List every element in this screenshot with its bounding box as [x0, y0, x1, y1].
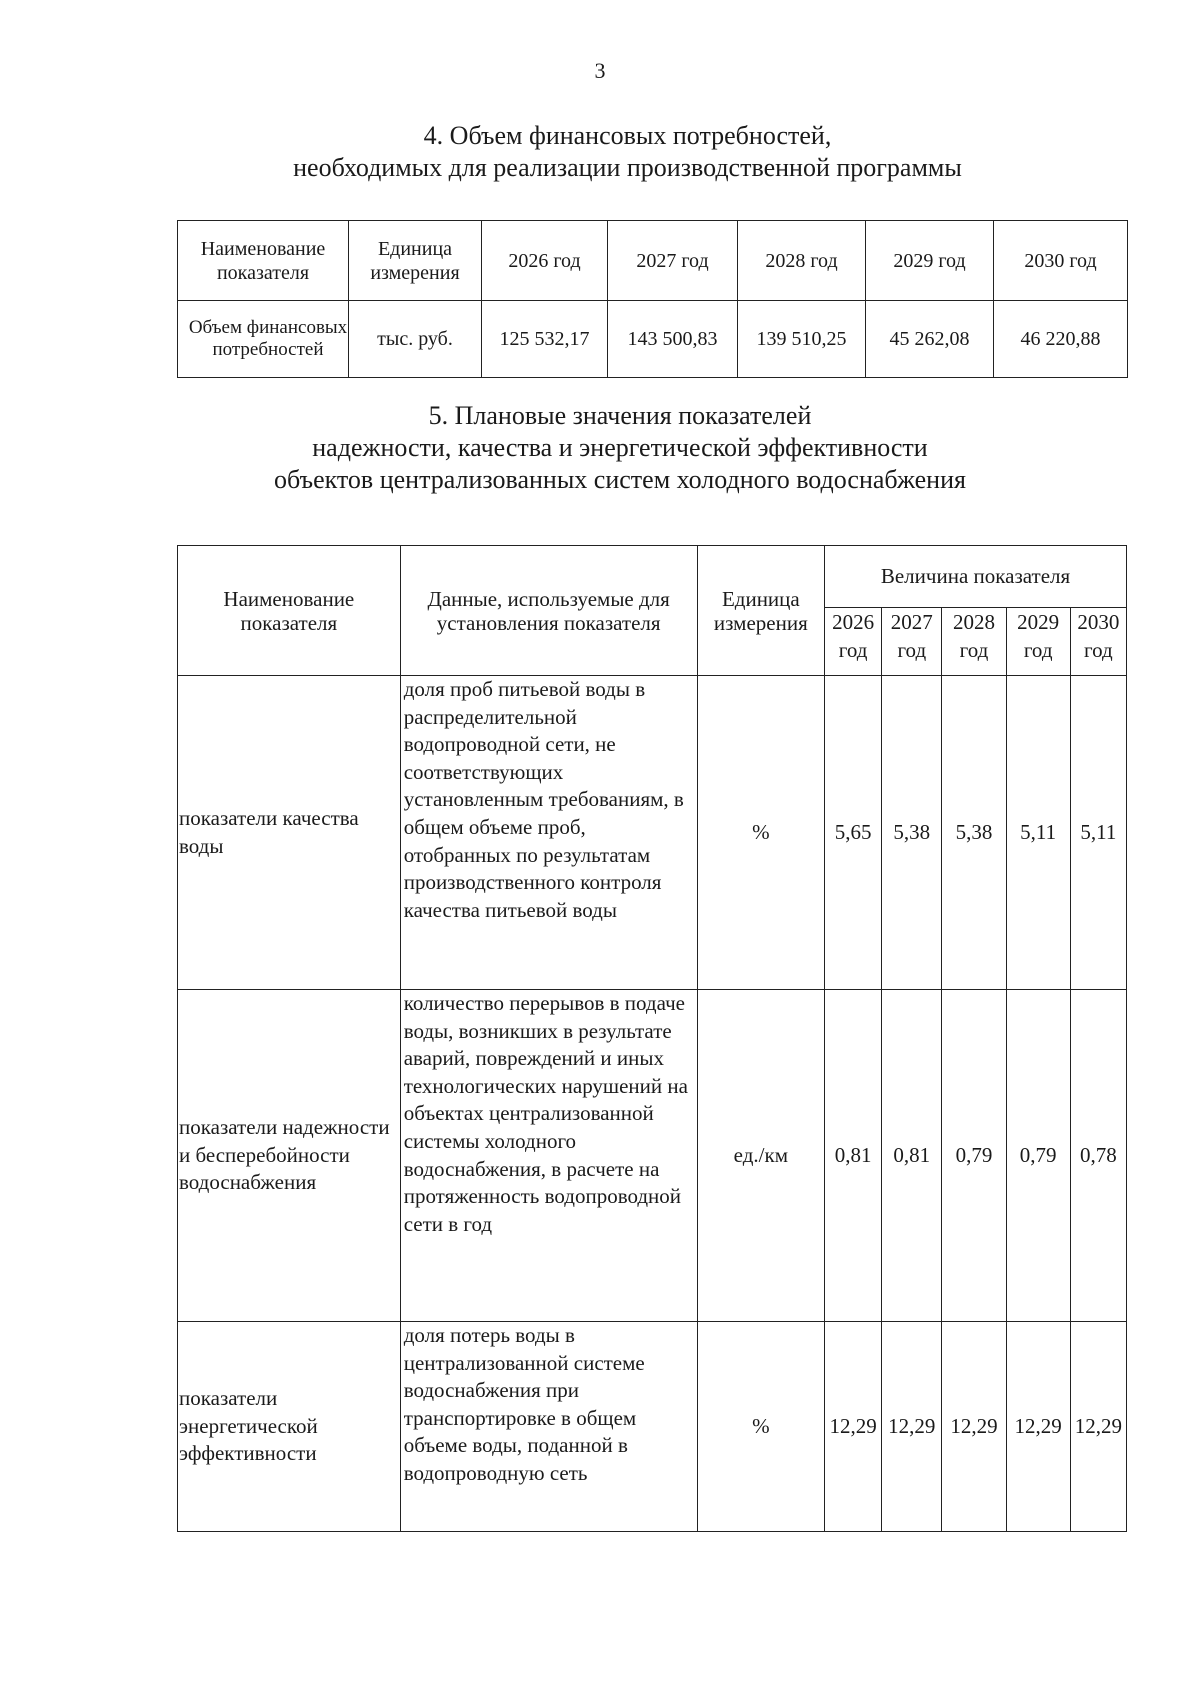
year-header-cell: 2028 год: [942, 608, 1006, 676]
value-cell: 12,29: [1006, 1322, 1070, 1532]
header-cell: Величина показателя: [825, 546, 1127, 608]
header-cell: 2028 год: [738, 221, 866, 301]
section-5-heading-line-2: надежности, качества и энергетической эффективности: [312, 433, 928, 462]
unit-cell: %: [697, 676, 824, 990]
year-header-cell: 2026 год: [825, 608, 882, 676]
value-cell: 12,29: [882, 1322, 942, 1532]
year-header-cell: 2029 год: [1006, 608, 1070, 676]
value-cell: 139 510,25: [738, 301, 866, 378]
table-row: [178, 1322, 1127, 1532]
header-cell: 2030 год: [994, 221, 1128, 301]
value-cell: 5,38: [942, 676, 1006, 990]
section-5-heading-line-3: объектов централизованных систем холодного водоснабжения: [274, 465, 966, 494]
header-cell: Наименование показателя: [178, 221, 349, 301]
indicator-description-cell: количество перерывов в подаче воды, возникших в результате аварий, повреждений и иных технологических нарушений на объектах централизованной системы холодного водоснабжения, в расчете на протяженность водопроводной сети в год: [400, 990, 697, 1322]
unit-cell: ед./км: [697, 990, 824, 1322]
value-cell: 12,29: [825, 1322, 882, 1532]
value-cell: 0,79: [942, 990, 1006, 1322]
value-cell: 5,38: [882, 676, 942, 990]
header-cell: Единица измерения: [697, 546, 824, 676]
indicator-name-cell: показатели энергетической эффективности: [178, 1322, 401, 1532]
value-cell: 143 500,83: [608, 301, 738, 378]
header-cell: 2027 год: [608, 221, 738, 301]
section-4-heading: [0, 120, 1200, 184]
header-cell: Данные, используемые для установления показателя: [400, 546, 697, 676]
financial-needs-table: [177, 220, 1128, 378]
value-cell: 5,11: [1070, 676, 1126, 990]
section-4-heading-line-2: необходимых для реализации производственной программы: [293, 153, 962, 182]
section-5-heading: [0, 400, 1200, 496]
value-cell: 45 262,08: [866, 301, 994, 378]
planned-indicators-table: [177, 545, 1127, 1532]
value-cell: 0,81: [825, 990, 882, 1322]
year-header-cell: 2030 год: [1070, 608, 1126, 676]
value-cell: 0,81: [882, 990, 942, 1322]
unit-cell: %: [697, 1322, 824, 1532]
value-cell: 12,29: [1070, 1322, 1126, 1532]
table-header-row: [178, 221, 1128, 301]
table-row: [178, 301, 1128, 378]
indicator-name-cell: Объем финансовых потребностей: [178, 301, 349, 378]
page-number: 3: [594, 58, 606, 83]
unit-cell: тыс. руб.: [349, 301, 482, 378]
year-header-cell: 2027 год: [882, 608, 942, 676]
table-row: [178, 676, 1127, 990]
header-cell: 2029 год: [866, 221, 994, 301]
value-cell: 5,11: [1006, 676, 1070, 990]
value-cell: 12,29: [942, 1322, 1006, 1532]
value-cell: 5,65: [825, 676, 882, 990]
value-cell: 0,78: [1070, 990, 1126, 1322]
value-cell: 125 532,17: [482, 301, 608, 378]
header-cell: 2026 год: [482, 221, 608, 301]
section-5-heading-line-1: 5. Плановые значения показателей: [428, 401, 812, 430]
section-4-heading-line-1: 4. Объем финансовых потребностей,: [423, 121, 832, 150]
value-cell: 46 220,88: [994, 301, 1128, 378]
indicator-name-cell: показатели надежности и бесперебойности водоснабжения: [178, 990, 401, 1322]
value-cell: 0,79: [1006, 990, 1070, 1322]
header-cell: Наименование показателя: [178, 546, 401, 676]
indicator-name-cell: показатели качества воды: [178, 676, 401, 990]
indicator-description-cell: доля потерь воды в централизованной системе водоснабжения при транспортировке в общем объеме воды, поданной в водопроводную сеть: [400, 1322, 697, 1532]
table-row: [178, 990, 1127, 1322]
header-cell: Единица измерения: [349, 221, 482, 301]
table-header-row: [178, 546, 1127, 608]
indicator-description-cell: доля проб питьевой воды в распределительной водопроводной сети, не соответствующих установленным требованиям, в общем объеме проб, отобранных по результатам производственного контроля качества питьевой воды: [400, 676, 697, 990]
